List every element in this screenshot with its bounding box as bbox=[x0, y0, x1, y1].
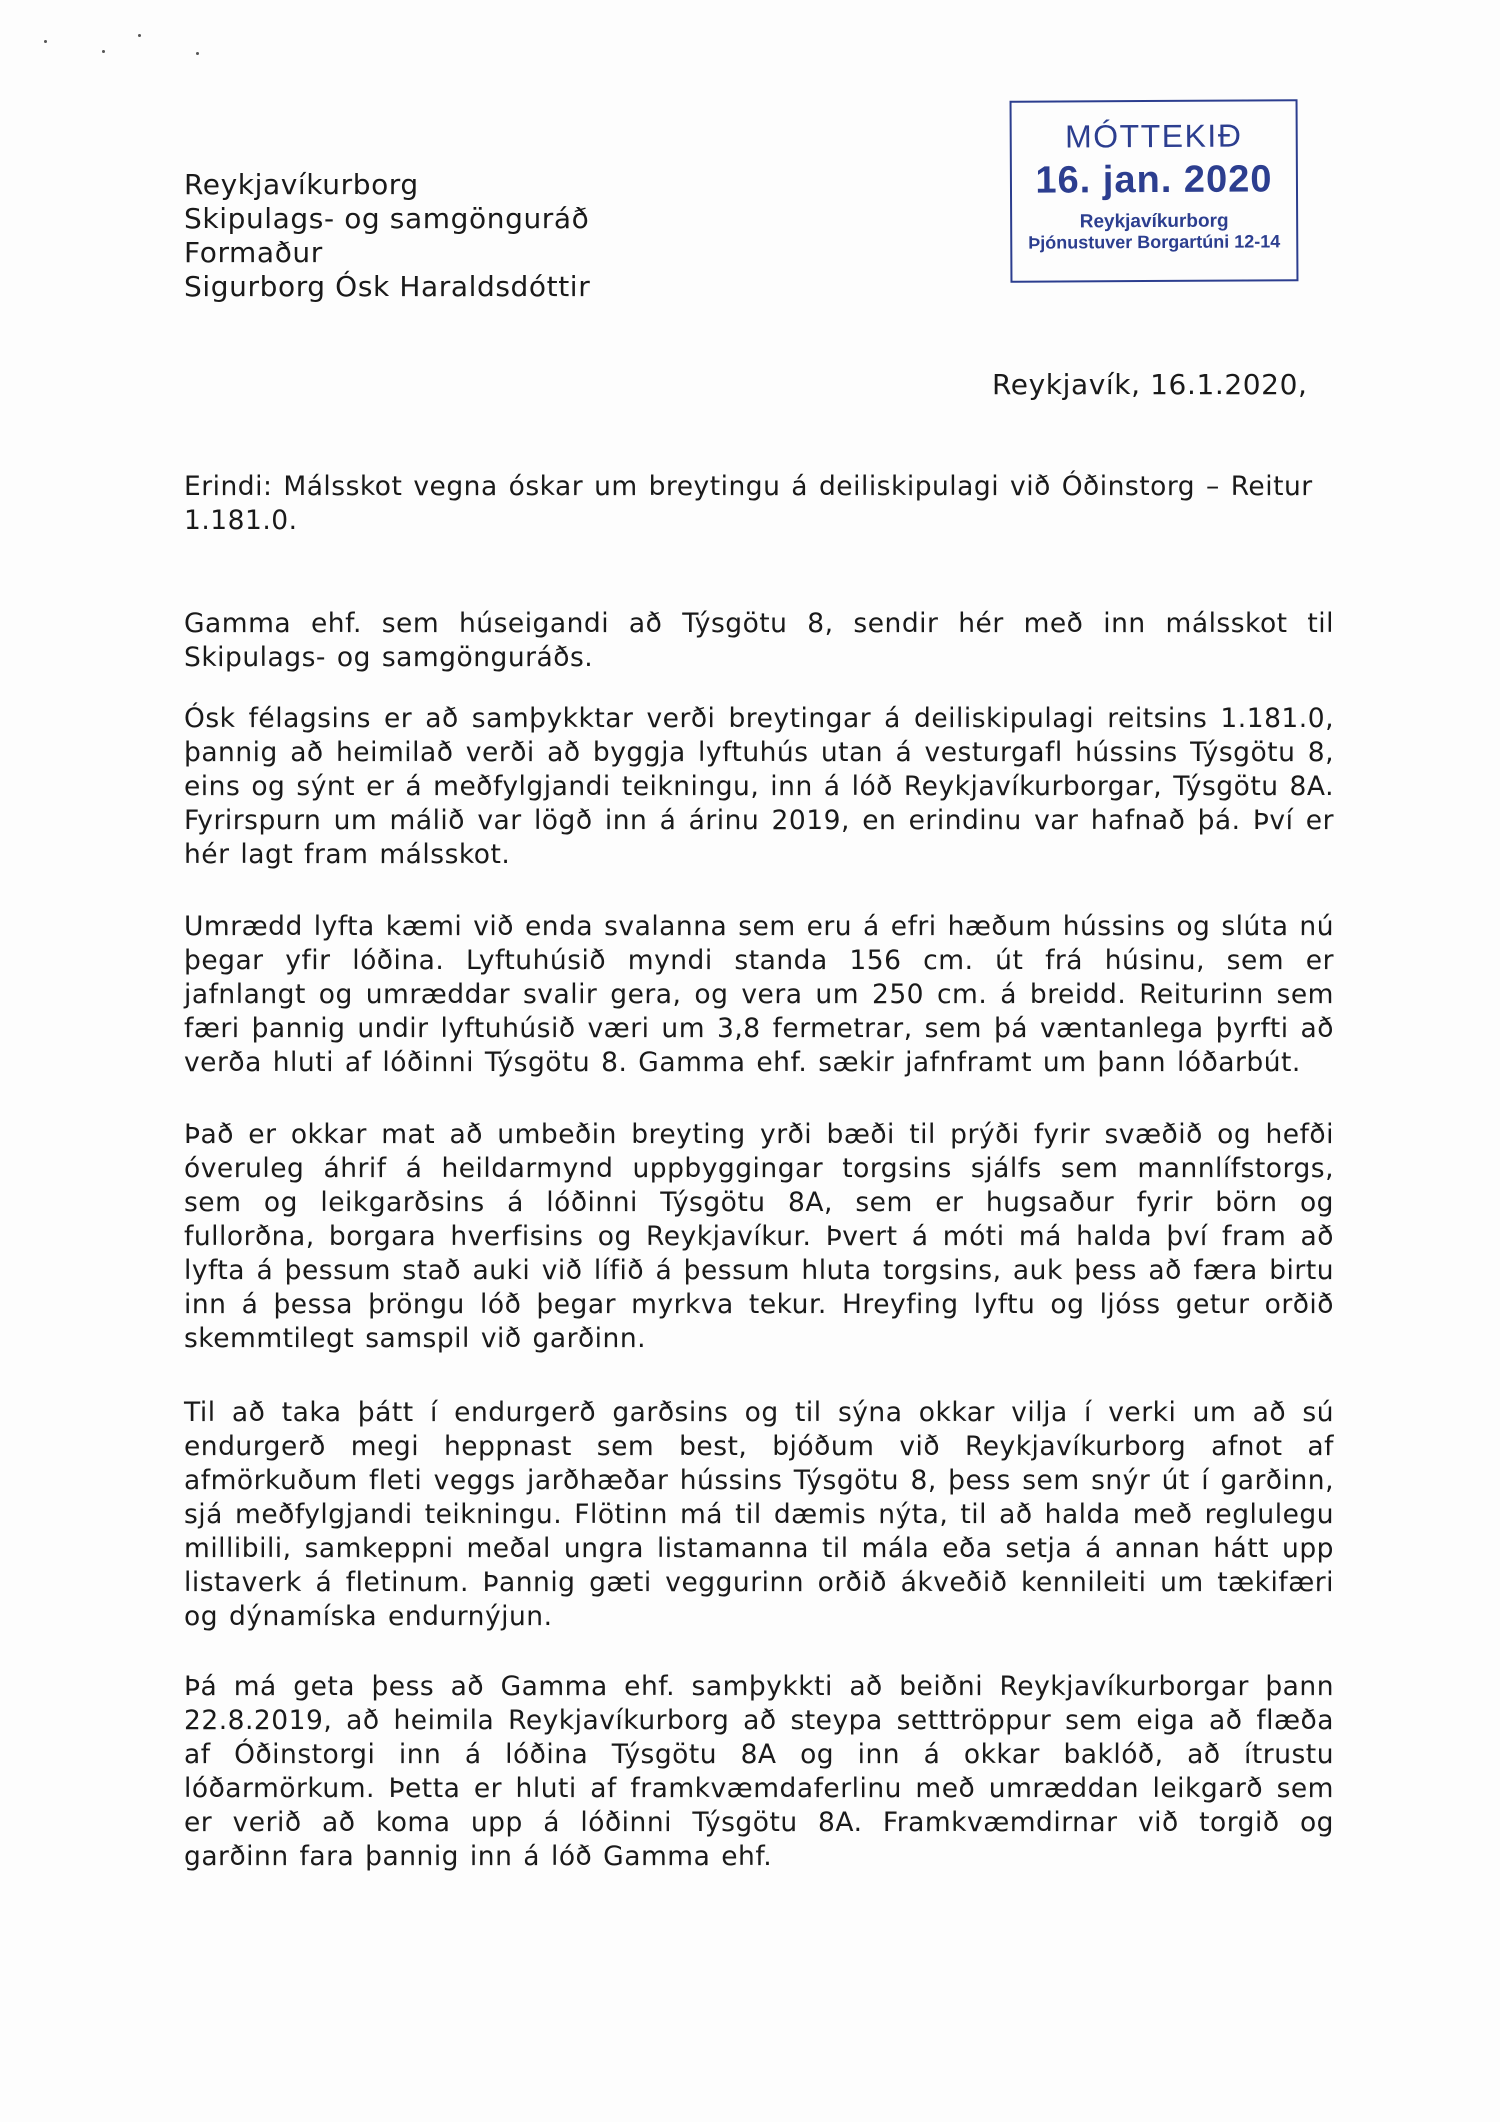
stamp-date: 16. jan. 2020 bbox=[1035, 158, 1273, 202]
scan-speck bbox=[102, 50, 105, 53]
addressee-block bbox=[184, 168, 590, 304]
addressee-role: Formaður bbox=[184, 236, 323, 269]
paragraph: Ósk félagsins er að samþykktar verði breytingar á deiliskipulagi reitsins 1.181.0, þannig að heimilað verði að byggja lyftuhús utan á vesturgafl hússins Týsgötu 8, eins og sýnt er á meðfylgjandi teikningu, inn á lóð Reykjavíkurborgar, Týsgötu 8A. Fyrirspurn um málið var lögð inn á árinu 2019, en erindinu var hafnað þá. Því er hér lagt fram málsskot. bbox=[184, 703, 1334, 870]
paragraph: Umrædd lyfta kæmi við enda svalanna sem eru á efri hæðum hússins og slúta nú þegar yfir lóðina. Lyftuhúsið myndi standa 156 cm. út frá húsinu, sem er jafnlangt og umræddar svalir gera, og vera um 250 cm. á breidd. Reiturinn sem færi þannig undir lyftuhúsið væri um 3,8 fermetrar, sem þá væntanlega þyrfti að verða hluti af lóðinni Týsgötu 8. Gamma ehf. sækir jafnframt um þann lóðarbút. bbox=[184, 911, 1334, 1078]
scan-speck bbox=[138, 34, 141, 37]
letter-date: Reykjavík, 16.1.2020, bbox=[992, 368, 1308, 401]
paragraph: Gamma ehf. sem húseigandi að Týsgötu 8, sendir hér með inn málsskot til Skipulags- og samgönguráðs. bbox=[184, 608, 1334, 673]
stamp-organization: Reykjavíkurborg bbox=[1079, 210, 1229, 233]
addressee-department: Skipulags- og samgönguráð bbox=[184, 202, 590, 235]
paragraph: Þá má geta þess að Gamma ehf. samþykkti að beiðni Reykjavíkurborgar þann 22.8.2019, að heimila Reykjavíkurborg að steypa setttröppur sem eiga að flæða af Óðinstorgi inn á lóðina Týsgötu 8A og inn á okkar baklóð, að ítrustu lóðarmörkum. Þetta er hluti af framkvæmdaferlinu með umræddan leikgarð sem er verið að koma upp á lóðinni Týsgötu 8A. Framkvæmdirnar við torgið og garðinn fara þannig inn á lóð Gamma ehf. bbox=[184, 1671, 1334, 1872]
stamp-address: Þjónustuver Borgartúni 12-14 bbox=[1028, 231, 1281, 253]
addressee-organization: Reykjavíkurborg bbox=[184, 168, 419, 201]
scan-speck bbox=[196, 52, 199, 55]
letter-subject: Erindi: Málsskot vegna óskar um breytingu á deiliskipulagi við Óðinstorg – Reitur 1.181.0. bbox=[184, 471, 1313, 536]
addressee-name: Sigurborg Ósk Haraldsdóttir bbox=[184, 270, 591, 303]
received-stamp bbox=[1010, 99, 1299, 283]
stamp-title: MÓTTEKIÐ bbox=[1064, 117, 1243, 155]
paragraph: Til að taka þátt í endurgerð garðsins og til sýna okkar vilja í verki um að sú endurgerð megi heppnast sem best, bjóðum við Reykjavíkurborg afnot af afmörkuðum fleti veggs jarðhæðar hússins Týsgötu 8, þess sem snýr út í garðinn, sjá meðfylgjandi teikningu. Flötinn má til dæmis nýta, til að halda með reglulegu millibili, samkeppni meðal ungra listamanna til mála eða setja á annan hátt upp listaverk á fletinum. Þannig gæti veggurinn orðið ákveðið kennileiti um tækifæri og dýnamíska endurnýjun. bbox=[184, 1397, 1334, 1632]
scan-speck bbox=[44, 40, 47, 43]
paragraph: Það er okkar mat að umbeðin breyting yrði bæði til prýði fyrir svæðið og hefði óveruleg áhrif á heildarmynd uppbyggingar torgsins sjálfs sem mannlífstorgs, sem og leikgarðsins á lóðinni Týsgötu 8A, sem er hugsaður fyrir börn og fullorðna, borgara hverfisins og Reykjavíkur. Þvert á móti má halda því fram að lyfta á þessum stað auki við lífið á þessum hluta torgsins, auk þess að færa birtu inn á þessa þröngu lóð þegar myrkva tekur. Hreyfing lyftu og ljóss getur orðið skemmtilegt samspil við garðinn. bbox=[184, 1119, 1334, 1354]
